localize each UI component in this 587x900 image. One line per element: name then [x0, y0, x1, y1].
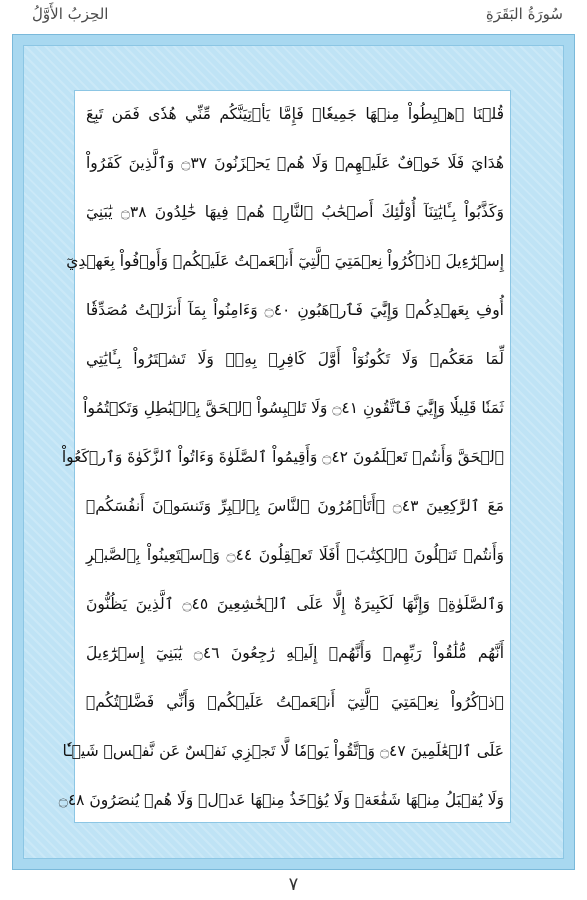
quran-line-15: وَلَا يُقۡبَلُ مِنۡهَا شَفَٰعَةٞ وَلَا يُؤۡخَذُ مِنۡهَا عَدۡلٞ وَلَا هُمۡ يُنصَرُونَ ۝٤٨: [58, 791, 504, 809]
juz-label: الحِزبُ الأَوَّلُ: [32, 5, 109, 23]
surah-label: سُورَةُ البَقَرَةِ: [485, 5, 563, 23]
page-number: ٧: [288, 874, 299, 895]
quran-line-10: وَأَنتُمۡ تَتۡلُونَ ٱلۡكِتَٰبَۚ أَفَلَا تَعۡقِلُونَ ۝٤٤ وَٱسۡتَعِينُواْ بِٱلصَّبۡرِ: [86, 546, 504, 564]
quran-line-11: وَٱلصَّلَوٰةِۚ وَإِنَّهَا لَكَبِيرَةٌ إِلَّا عَلَى ٱلۡخَٰشِعِينَ ۝٤٥ ٱلَّذِينَ يَظُنُّونَ: [86, 595, 504, 613]
quran-line-3: وَكَذَّبُواْ بِـَٔايَٰتِنَآ أُوْلَٰٓئِكَ أَصۡحَٰبُ ٱلنَّارِۖ هُمۡ فِيهَا خَٰلِدُونَ ۝٣٨ يَٰبَنِيٓ: [86, 203, 504, 221]
quran-line-4: إِسۡرَٰٓءِيلَ ٱذۡكُرُواْ نِعۡمَتِيَ ٱلَّتِيٓ أَنۡعَمۡتُ عَلَيۡكُمۡ وَأَوۡفُواْ بِعَهۡدِيٓ: [66, 252, 504, 270]
quran-line-9: مَعَ ٱلرَّٰكِعِينَ ۝٤٣ ۞أَتَأۡمُرُونَ ٱلنَّاسَ بِٱلۡبِرِّ وَتَنسَوۡنَ أَنفُسَكُمۡ: [86, 497, 504, 515]
quran-line-14: عَلَى ٱلۡعَٰلَمِينَ ۝٤٧ وَٱتَّقُواْ يَوۡمٗا لَّا تَجۡزِي نَفۡسٌ عَن نَّفۡسٖ شَيۡـٔٗا: [62, 742, 504, 760]
quran-line-6: لِّمَا مَعَكُمۡ وَلَا تَكُونُوٓاْ أَوَّلَ كَافِرِۢ بِهِۦۖ وَلَا تَشۡتَرُواْ بِـَٔايَٰتِي: [86, 350, 504, 368]
quran-line-7: ثَمَنٗا قَلِيلٗا وَإِيَّٰيَ فَٱتَّقُونِ ۝٤١ وَلَا تَلۡبِسُواْ ٱلۡحَقَّ بِٱلۡبَٰطِلِ وَتَكۡتُمُواْ: [83, 399, 504, 417]
quran-line-13: ٱذۡكُرُواْ نِعۡمَتِيَ ٱلَّتِيٓ أَنۡعَمۡتُ عَلَيۡكُمۡ وَأَنِّي فَضَّلۡتُكُمۡ: [86, 693, 504, 711]
quran-line-5: أُوفِ بِعَهۡدِكُمۡ وَإِيَّٰيَ فَٱرۡهَبُونِ ۝٤٠ وَءَامِنُواْ بِمَآ أَنزَلۡتُ مُصَدِّقٗا: [86, 301, 504, 319]
quran-line-12: أَنَّهُم مُّلَٰقُواْ رَبِّهِمۡ وَأَنَّهُمۡ إِلَيۡهِ رَٰجِعُونَ ۝٤٦ يَٰبَنِيٓ إِسۡرَٰٓءِيلَ: [86, 644, 504, 662]
quran-line-2: هُدَايَ فَلَا خَوۡفٌ عَلَيۡهِمۡ وَلَا هُمۡ يَحۡزَنُونَ ۝٣٧ وَٱلَّذِينَ كَفَرُواْ: [86, 154, 504, 172]
quran-line-1: قُلۡنَا ٱهۡبِطُواْ مِنۡهَا جَمِيعٗاۖ فَإِمَّا يَأۡتِيَنَّكُم مِّنِّي هُدٗى فَمَن تَبِعَ: [86, 105, 504, 123]
page-header: [0, 0, 587, 30]
quran-line-8: ٱلۡحَقَّ وَأَنتُمۡ تَعۡلَمُونَ ۝٤٢ وَأَقِيمُواْ ٱلصَّلَوٰةَ وَءَاتُواْ ٱلزَّكَوٰةَ وَٱرۡكَعُواْ: [61, 448, 504, 466]
